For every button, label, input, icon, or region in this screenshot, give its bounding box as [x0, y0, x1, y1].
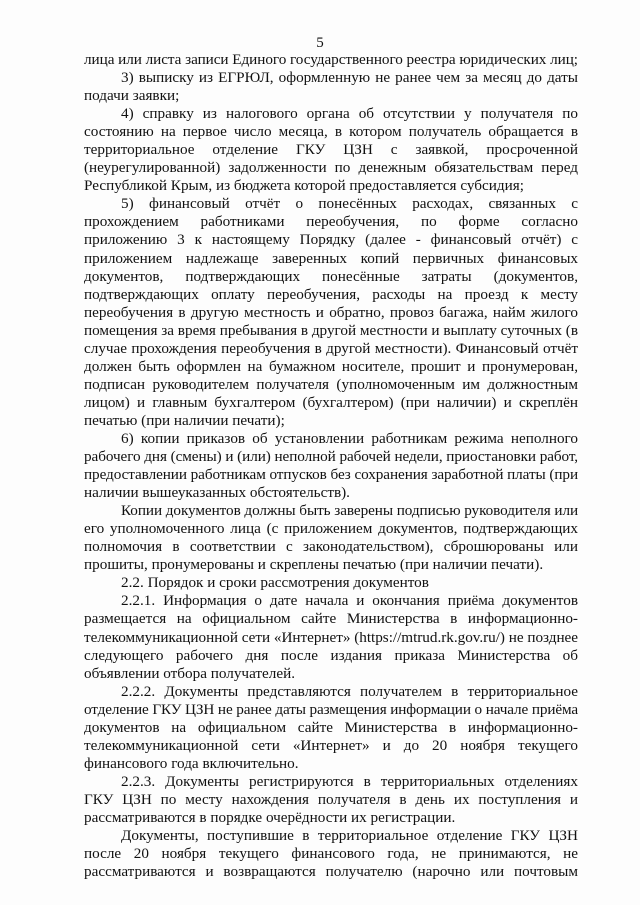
text-line: Копии документов должны быть заверены подписью руководителя или	[121, 502, 579, 520]
text-line: телекоммуникационной сети «Интернет» и до 20 ноября текущего	[84, 736, 578, 754]
text-line: отделение ГКУ ЦЗН не ранее даты размещения информации о начале приёма	[84, 700, 578, 718]
text-line: 2.2.3. Документы регистрируются в территориальных отделениях	[121, 772, 578, 790]
text-line: его уполномоченного лица (с приложением документов, подтверждающих	[84, 520, 578, 538]
text-line: (неурегулированной) задолженности по денежным обязательствам перед	[84, 159, 578, 177]
text-line: переобучения в другую местность и обратно, провоз багажа, найм жилого	[84, 303, 578, 321]
text-line: документов на официальном сайте Министерства в информационно-	[84, 718, 578, 736]
text-line: после 20 ноября текущего финансового года, не принимаются, не	[84, 845, 578, 863]
text-line: состоянию на первое число месяца, в котором получатель обращается в	[84, 123, 578, 141]
text-line: телекоммуникационной сети «Интернет» (https://mtrud.rk.gov.ru/) не позднее	[84, 628, 578, 646]
text-line: 2.2.1. Информация о дате начала и окончания приёма документов	[121, 592, 578, 610]
text-line: наличии вышеуказанных обстоятельств).	[84, 484, 350, 502]
text-line: 6) копии приказов об установлении работникам режима неполного	[121, 429, 578, 447]
text-line: финансового года включительно.	[84, 754, 299, 772]
text-line: Документы, поступившие в территориальное отделение ГКУ ЦЗН	[121, 827, 578, 845]
text-line: рабочего дня (смены) и (или) неполной рабочей недели, приостановки работ,	[84, 448, 579, 466]
text-line: 5) финансовый отчёт о понесённых расходах, связанных с	[121, 195, 578, 213]
text-line: документов, подтверждающих понесённые затраты (документов,	[84, 267, 578, 285]
text-line: рассматриваются и возвращаются получателю (нарочно или почтовым	[84, 863, 578, 881]
text-line: лицом) и главным бухгалтером (бухгалтером) (при наличии) и скреплён	[84, 393, 578, 411]
text-line: 2.2. Порядок и сроки рассмотрения документов	[121, 574, 429, 592]
text-line: прошиты, пронумерованы и скреплены печатью (при наличии печати).	[84, 556, 544, 574]
text-line: рассматриваются в порядке очерёдности их регистрации.	[84, 808, 456, 826]
text-line: 3) выписку из ЕГРЮЛ, оформленную не ранее чем за месяц до даты	[121, 69, 578, 87]
text-line: полномочия в соответствии с законодательством), сброшюрованы или	[84, 538, 578, 556]
text-line: лица или листа записи Единого государственного реестра юридических лиц;	[84, 51, 578, 68]
text-line: приложением надлежаще заверенных копий первичных финансовых	[84, 249, 578, 267]
text-line: приложению 3 к настоящему Порядку (далее - финансовый отчёт) с	[84, 231, 578, 249]
text-line: помещения за время пребывания в другой местности и выплату суточных (в	[84, 321, 578, 339]
text-line: 4) справку из налогового органа об отсутствии у получателя по	[121, 105, 578, 123]
text-line: территориальное отделение ГКУ ЦЗН с заявкой, просроченной	[84, 141, 578, 159]
text-line: подачи заявки;	[84, 87, 180, 105]
text-line: подписан руководителем получателя (уполномоченным им должностным	[84, 375, 578, 393]
text-line: предоставлении работникам отпусков без сохранения заработной платы (при	[84, 466, 578, 484]
text-line: случае прохождения переобучения в другой местности). Финансовый отчёт	[84, 339, 578, 357]
document-body	[84, 51, 578, 881]
text-line: 2.2.2. Документы представляются получателем в территориальное	[121, 682, 578, 700]
text-line: должен быть оформлен на бумажном носителе, прошит и пронумерован,	[84, 357, 578, 375]
text-line: следующего рабочего дня после издания приказа Министерства об	[84, 646, 578, 664]
text-line: подтверждающих оплату переобучения, расходы на проезд к месту	[84, 285, 578, 303]
text-line: ГКУ ЦЗН по месту нахождения получателя в день их поступления и	[84, 790, 578, 808]
page-number: 5	[316, 35, 324, 51]
text-line: объявлении отбора получателей.	[84, 664, 296, 682]
text-line: печатью (при наличии печати);	[84, 411, 285, 429]
text-line: размещается на официальном сайте Министерства в информационно-	[84, 610, 578, 628]
text-line: Республикой Крым, из бюджета которой предоставляется субсидия;	[84, 177, 524, 195]
text-line: прохождением работниками переобучения, по форме согласно	[84, 213, 578, 231]
